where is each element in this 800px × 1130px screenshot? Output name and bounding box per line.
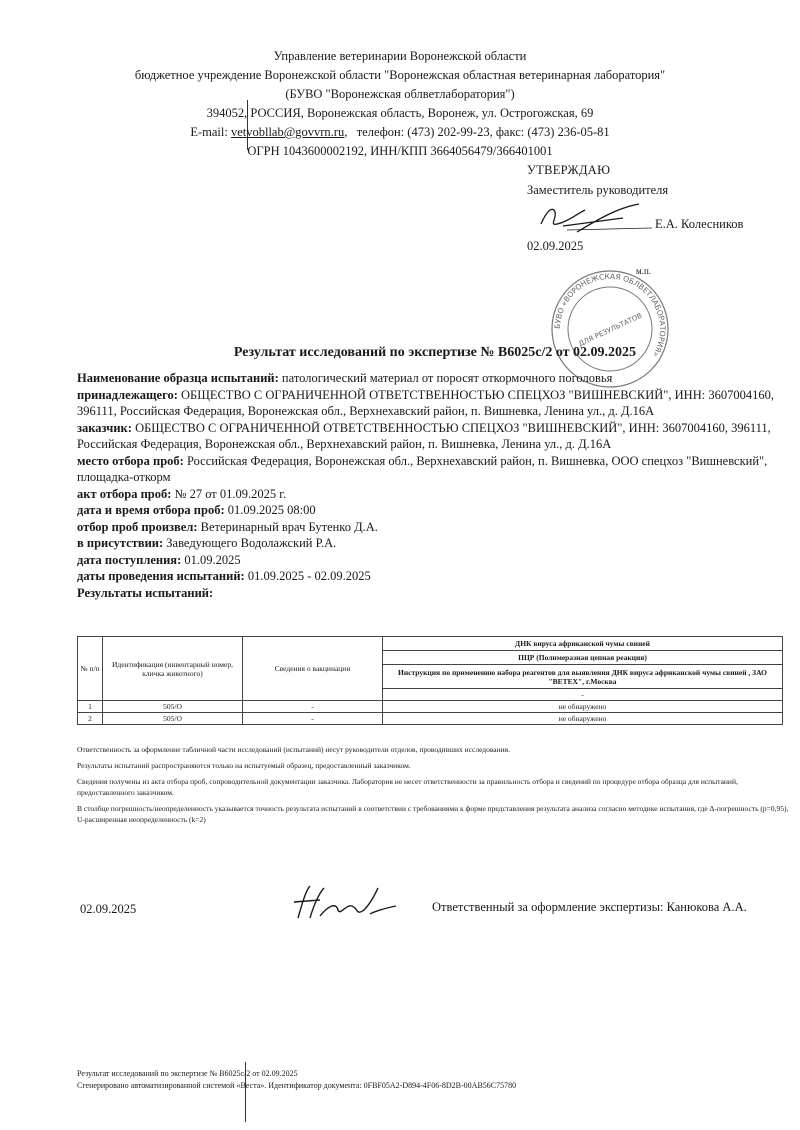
cell-num: 2 (78, 713, 103, 725)
header-contacts: E-mail: vetvobllab@govvrn.ru, телефон: (473) 202-99-23, факс: (473) 236-05-81 (190, 125, 610, 139)
header-institution: бюджетное учреждение Воронежской области "Воронежская областная ветеринарная лаборатория" (134, 68, 666, 82)
field-label: Результаты испытаний: (77, 585, 214, 600)
approval-signature-row (527, 200, 744, 236)
cell-result: не обнаружено (383, 701, 783, 713)
field-label: принадлежащего: (77, 387, 178, 402)
approval-position: Заместитель руководителя (527, 183, 669, 197)
field-value: № 27 от 01.09.2025 г. (174, 486, 287, 501)
field-datetime (77, 502, 777, 519)
field-test-dates (77, 568, 777, 585)
header-units: - (383, 689, 783, 701)
field-value: Ветеринарный врач Бутенко Д.А. (200, 519, 378, 534)
header-vaccination: Сведения о вакцинации (243, 637, 383, 701)
field-value: Заведующего Водолажский Р.А. (166, 536, 337, 550)
field-place (77, 453, 777, 486)
table-row (78, 701, 783, 713)
field-label: отбор проб произвел: (77, 519, 198, 534)
field-sample (77, 370, 777, 387)
field-customer (77, 420, 777, 453)
results-table (77, 636, 783, 725)
footer-date: 02.09.2025 (80, 902, 137, 916)
table-row (78, 713, 783, 725)
field-label: дата и время отбора проб: (77, 503, 225, 517)
footer-responsible: Ответственный за оформление экспертизы: Канюкова А.А. (432, 900, 747, 914)
note-scope: Результаты испытаний распространяются только на испытуемый образец, предоставленный заказчиком. (77, 761, 411, 770)
field-value: патологический материал от поросят откормочного поголовья (281, 371, 613, 385)
cell-vaccination: - (243, 713, 383, 725)
signature-icon (527, 200, 657, 236)
notes-section (77, 744, 789, 830)
stamp-center-text: ДЛЯ РЕЗУЛЬТАТОВ (577, 311, 644, 349)
header-instruction: Инструкция по применению набора реагентов для выявления ДНК вируса африканской чумы свиней , ЗАО "ВЕТЕХ", г.Москва (383, 665, 783, 689)
approval-title: УТВЕРЖДАЮ (527, 163, 611, 177)
approval-block (527, 160, 744, 256)
email-link[interactable]: vetvobllab@govvrn.ru (230, 125, 345, 139)
email-label: E-mail: (190, 125, 228, 139)
field-received (77, 552, 777, 569)
letterhead (0, 47, 800, 161)
approval-signer: Е.А. Колесников (655, 217, 744, 231)
header-address: 394052, РОССИЯ, Воронежская область, Воронеж, ул. Острогожская, 69 (206, 106, 594, 120)
sample-fields (77, 370, 777, 601)
field-results (77, 585, 777, 602)
field-label: место отбора проб: (77, 453, 184, 468)
approval-date: 02.09.2025 (527, 239, 584, 253)
field-label: заказчик: (77, 420, 132, 435)
header-ministry: Управление ветеринарии Воронежской области (273, 49, 527, 63)
cell-id: 505/О (103, 701, 243, 713)
footer-reference: Результат исследований по экспертизе № В6025с/2 от 02.09.2025 (77, 1069, 298, 1078)
cell-id: 505/О (103, 713, 243, 725)
header-phones: телефон: (473) 202-99-23, факс: (473) 236-05-81 (356, 125, 610, 139)
cell-num: 1 (78, 701, 103, 713)
field-value: 01.09.2025 (184, 552, 241, 567)
document-title: Результат исследований по экспертизе № В6025с/2 от 02.09.2025 (233, 345, 637, 360)
document-footer (77, 1068, 516, 1092)
field-value: ОБЩЕСТВО С ОГРАНИЧЕННОЙ ОТВЕТСТВЕННОСТЬЮ СПЕЦХОЗ "ВИШНЕВСКИЙ", ИНН: 3607004160, 396111, Российская Федерация, Воронежская обл., Верхнехавский район, п. Вишневка, Ленина ул., д. Д.16А (77, 387, 774, 418)
header-num: № п/п (78, 637, 103, 701)
field-act (77, 486, 777, 503)
stamp-mp-label: м.п. (636, 266, 652, 276)
field-sampler (77, 519, 777, 536)
field-presence (77, 535, 777, 552)
field-value: 01.09.2025 08:00 (227, 503, 316, 517)
header-abbr: (БУВО "Воронежская облветлаборатория") (285, 87, 515, 101)
footer-identifier: Сгенерировано автоматизированной системой «Веста». Идентификатор документа: 0FBF05A2-D894-4F06-8D2B-00AB56C75780 (77, 1081, 517, 1090)
header-registration: ОГРН 1043600002192, ИНН/КПП 3664056479/366401001 (247, 144, 553, 158)
field-label: даты проведения испытаний: (77, 569, 245, 583)
note-source: Сведения получены из акта отбора проб, сопроводительной документации заказчика. Лаборатория не несет ответственности за правильность отбора и сведений по процедуре отбора образца для испытаний, предоставленного заказчиком. (77, 777, 738, 797)
field-label: дата поступления: (77, 552, 182, 567)
note-uncertainty: В столбце погрешность/неопределенность указывается точность результата испытаний в соответствии с требованиями к форме представления результата анализа согласно методике испытания, где Δ-погрешность (p=0,95), U-расширенная неопределенность (k=2) (77, 804, 789, 824)
field-value: ОБЩЕСТВО С ОГРАНИЧЕННОЙ ОТВЕТСТВЕННОСТЬЮ СПЕЦХОЗ "ВИШНЕВСКИЙ", ИНН: 3607004160, 396111, Российская Федерация, Воронежская обл., Верхнехавский район, п. Вишневка, Ленина ул., д. Д.16А (77, 420, 771, 451)
field-owner (77, 387, 777, 420)
cell-result: не обнаружено (383, 713, 783, 725)
field-label: акт отбора проб: (77, 486, 172, 501)
header-method: ПЦР (Полимеразная цепная реакция) (383, 651, 783, 665)
field-label: в присутствии: (77, 536, 164, 550)
header-id: Идентификация (инвентарный номер, кличка животного) (103, 637, 243, 701)
cell-vaccination: - (243, 701, 383, 713)
note-responsibility: Ответственность за оформление табличной части исследований (испытаний) несут руководители отделов, проводивших исследования. (77, 745, 510, 754)
field-value: 01.09.2025 - 02.09.2025 (247, 569, 371, 583)
field-label: Наименование образца испытаний: (77, 371, 279, 385)
signature-icon (280, 880, 400, 930)
stamp-ring-text: БУВО «ВОРОНЕЖСКАЯ ОБЛВЕТЛАБОРАТОРИЯ» (552, 271, 668, 359)
field-value: Российская Федерация, Воронежская обл., Верхнехавский район, п. Вишневка, ООО спецхоз "Вишневский", площадка-откорм (77, 453, 768, 484)
header-indicator: ДНК вируса африканской чумы свиней (383, 637, 783, 651)
